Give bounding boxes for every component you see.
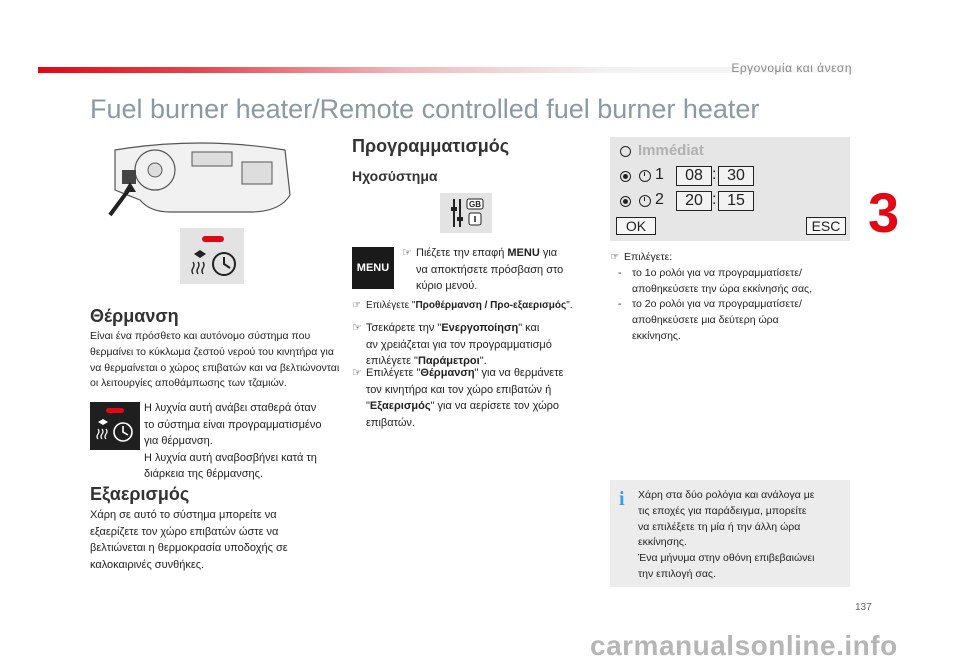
- heater-lamp-text: Η λυχνία αυτή ανάβει σταθερά όταν το σύστημα είναι προγραμματισμένο για θέρμανση. Η λυχνία αυτή αναβοσβήνει κατά τη διάρκεια της θέρμανσης.: [144, 402, 322, 480]
- gb-label: GB: [469, 200, 481, 209]
- audio-settings-icon: [440, 193, 492, 233]
- select-clock-text: ☞ Επιλέγετε: - το 1ο ρολόι για να προγραμματίσετε/ αποθηκεύσετε την ώρα εκκίνησής σας, - το 2ο ρολόι για να προγραμματίσετε/ αποθηκεύσετε μια δεύτερη ώρα εκκίνησης.: [610, 251, 813, 342]
- immediate-radio[interactable]: [620, 146, 631, 157]
- page-number: 137: [855, 602, 872, 613]
- watermark: carmanualsonline.info: [590, 630, 898, 661]
- timer2-hour[interactable]: 20: [676, 191, 712, 211]
- heater-lamp-icon: [90, 402, 140, 450]
- immediate-label: Immédiat: [638, 142, 704, 159]
- clock-icon: [639, 170, 651, 182]
- timer1-colon: :: [712, 166, 717, 183]
- timer1-hour[interactable]: 08: [676, 166, 712, 186]
- timer2-number: 2: [655, 191, 664, 208]
- step-press-menu: ☞ Πιέζετε την επαφή MENU για να αποκτήσετε πρόσβαση στο κύριο μενού.: [402, 247, 564, 292]
- timer1-minute[interactable]: 30: [718, 166, 754, 186]
- section-label: Εργονομία και άνεση: [731, 61, 852, 75]
- info-box: [610, 480, 850, 587]
- page-title: Fuel burner heater/Remote controlled fuel burner heater: [90, 94, 760, 124]
- heating-title: Θέρμανση: [90, 306, 179, 326]
- ventilation-text: Χάρη σε αυτό το σύστημα μπορείτε να εξαερίζετε τον χώρο επιβατών ώστε να βελτιώνεται η θερμοκρασία υποδοχής σε καλοκαιρινές συνθήκες.: [90, 509, 288, 571]
- heater-indicator-icon: [180, 228, 244, 284]
- timer2-minute[interactable]: 15: [718, 191, 754, 211]
- chapter-number: 3: [868, 181, 900, 244]
- heating-text: Είναι ένα πρόσθετο και αυτόνομο σύστημα που θερμαίνει το κύκλωμα ζεστού νερού του κινητήρα για να θερμαίνεται ο χώρος επιβατών και να βελτιώνονται οι λειτουργίες αποθάμπωσης των τζαμιών.: [90, 330, 340, 390]
- timer1-number: 1: [655, 166, 664, 183]
- audio-system-subtitle: Ηχοσύστημα: [352, 168, 438, 184]
- esc-button[interactable]: ESC: [806, 217, 846, 235]
- clock-icon: [639, 195, 651, 207]
- step-select-mode: ☞ Επιλέγετε "Θέρμανση" για να θερμάνετε τον κινητήρα και τον χώρο επιβατών ή "Εξαερισμός" για να αερίσετε τον χώρο επιβατών.: [352, 367, 564, 429]
- menu-button[interactable]: MENU: [352, 247, 394, 289]
- step-check-activation: ☞ Τσεκάρετε την "Ενεργοποίηση" και αν χρειάζεται για τον προγραμματισμό επιλέγετε "Παράμετροι".: [352, 322, 552, 367]
- info-icon: i: [619, 488, 625, 510]
- step-select-preheat: ☞ Επιλέγετε "Προθέρμανση / Προ-εξαερισμός".: [352, 300, 573, 311]
- timer2-radio[interactable]: [620, 196, 631, 207]
- ventilation-title: Εξαερισμός: [90, 484, 190, 504]
- dashboard-illustration: [100, 140, 300, 220]
- timer-screen: [610, 137, 850, 241]
- ok-button[interactable]: OK: [616, 217, 656, 235]
- programming-title: Προγραμματισμός: [352, 136, 510, 156]
- timer2-colon: :: [712, 191, 717, 208]
- header-bar: [38, 67, 850, 73]
- info-text: Χάρη στα δύο ρολόγια και ανάλογα με τις εποχές για παράδειγμα, μπορείτε να επιλέξετε τη μία ή την άλλη ώρα εκκίνησης. Ένα μήνυμα στην οθόνη επιβεβαιώνει την επιλογή σας.: [638, 489, 815, 580]
- timer1-radio[interactable]: [620, 171, 631, 182]
